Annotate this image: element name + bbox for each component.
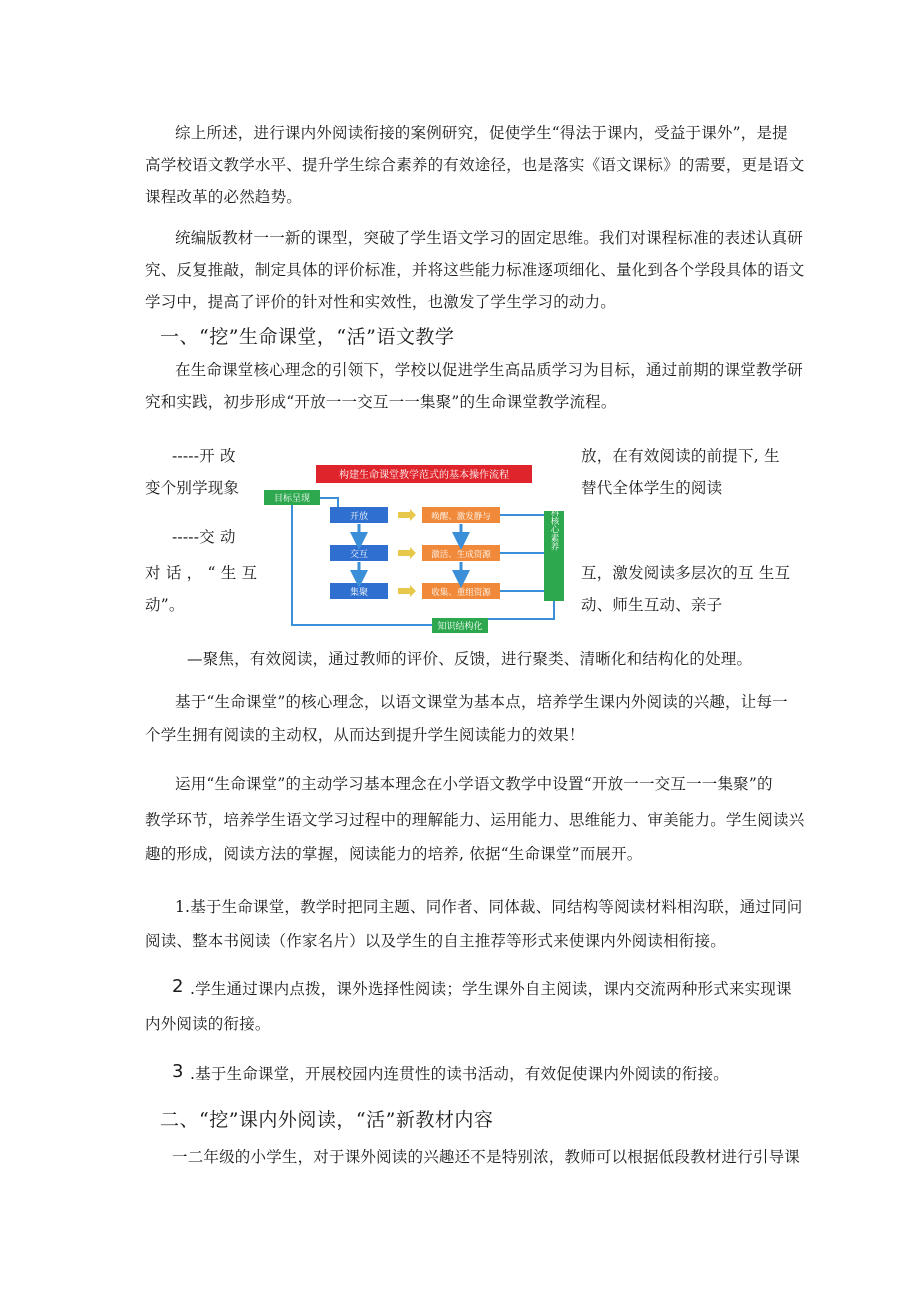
bottom-connector-right: [486, 601, 554, 619]
diagram-action-label-1: 唤醒、激发静与: [431, 512, 491, 522]
item3-line: .基于生命课堂，开展校园内连贯性的读书活动，有效促使课内外阅读的衔接。: [190, 1065, 729, 1083]
wrap-left-2b: 对 话 ， “ 生 互: [145, 564, 258, 582]
item3-number: 3: [172, 1061, 184, 1082]
p5-line-3: 趣的形成，阅读方法的掌握，阅读能力的培养, 依据“生命课堂”而展开。: [145, 845, 643, 863]
p3-line-1: 在生命课堂核心理念的引领下，学校以促进学生高品质学习为目标，通过前期的课堂教学研: [175, 361, 804, 379]
p4-line-2: 个学生拥有阅读的主动权，从而达到提升学生阅读能力的效果！: [145, 726, 585, 744]
right-arrow-2: [398, 547, 416, 559]
wrap-right-2a: 互，激发阅读多层次的互 生互: [581, 564, 791, 582]
right-arrow-3: [398, 585, 416, 597]
section-heading-1: 一、“挖”生命课堂，“活”语文教学: [160, 326, 455, 348]
wrap-left-2a: -----交 动: [172, 528, 236, 546]
goal-connector: [320, 498, 338, 507]
item2-line-1: .学生通过课内点拨，课外选择性阅读；学生课外自主阅读，课内交流两种形式来实现课: [190, 980, 792, 998]
p6-line-1: 一二年级的小学生，对于课外阅读的兴趣还不是特别浓，教师可以根据低段教材进行引导课: [172, 1148, 801, 1166]
diagram-title: 构建生命课堂教学范式的基本操作流程: [339, 470, 509, 481]
diagram-action-label-3: 收集、重组资源: [431, 588, 491, 598]
p3-line-2: 究和实践，初步形成“开放一一交互一一集聚”的生命课堂教学流程。: [145, 393, 617, 411]
diagram-step-label-2: 交互: [349, 550, 369, 560]
p1-line-3: 课程改革的必然趋势。: [145, 188, 303, 206]
wrap-right-2b: 动、师生互动、亲子: [581, 596, 723, 614]
diagram-step-label-3: 集聚: [349, 588, 369, 598]
flowchart-svg: [262, 461, 580, 638]
flowchart-diagram: [262, 461, 580, 638]
wrap-right-1a: 放，在有效阅读的前提下, 生: [581, 447, 780, 465]
wrap-after-line: —聚焦，有效阅读，通过教师的评价、反馈，进行聚类、清晰化和结构化的处理。: [187, 650, 753, 668]
item1-line-1: 1.基于生命课堂，教学时把同主题、同作者、同体裁、同结构等阅读材料相沟联，通过同问: [175, 898, 803, 916]
right-arrow-1: [398, 509, 416, 521]
diagram-bottom-label: 知识结构化: [437, 622, 483, 632]
diagram-goal-label: 目标呈现: [273, 494, 311, 504]
p5-line-1: 运用“生命课堂”的主动学习基本理念在小学语文教学中设置“开放一一交互一一集聚”的: [175, 775, 773, 793]
p1-line-1: 综上所述，进行课内外阅读衔接的案例研究，促使学生“得法于课内，受益于课外”，是提: [175, 124, 788, 142]
section-heading-2: 二、“挖”课内外阅读，“活”新教材内容: [160, 1109, 494, 1131]
p1-line-2: 高学校语文教学水平、提升学生综合素养的有效途径，也是落实《语文课标》的需要，更是语文: [145, 156, 805, 174]
p2-line-2: 究、反复推敲，制定具体的评价标准，并将这些能力标准逐项细化、量化到各个学段具体的语文: [145, 261, 805, 279]
wrap-left-1b: 变个别学现象: [145, 479, 240, 497]
diagram-side-label: 学科核心素养: [549, 499, 559, 551]
wrap-left-1a: -----开 改: [172, 447, 236, 465]
diagram-step-label-1: 开放: [349, 512, 369, 522]
p2-line-1: 统编版教材一一新的课型，突破了学生语文学习的固定思维。我们对课程标准的表述认真研: [175, 229, 804, 247]
p2-line-3: 学习中，提高了评价的针对性和实效性，也激发了学生学习的动力。: [145, 293, 617, 311]
diagram-action-label-2: 激活、生成资源: [431, 550, 491, 560]
p5-line-2: 教学环节，培养学生语文学习过程中的理解能力、运用能力、思维能力、审美能力。学生阅读兴: [145, 811, 805, 829]
item2-number: 2: [172, 976, 184, 997]
wrap-right-1b: 替代全体学生的阅读: [581, 479, 723, 497]
p4-line-1: 基于“生命课堂”的核心理念，以语文课堂为基本点，培养学生课内外阅读的兴趣，让每一: [175, 693, 788, 711]
item1-line-2: 阅读、整本书阅读（作家名片）以及学生的自主推荐等形式来使课内外阅读相衔接。: [145, 932, 726, 950]
wrap-left-2c: 动”。: [145, 596, 185, 614]
item2-line-2: 内外阅读的衔接。: [145, 1015, 271, 1033]
